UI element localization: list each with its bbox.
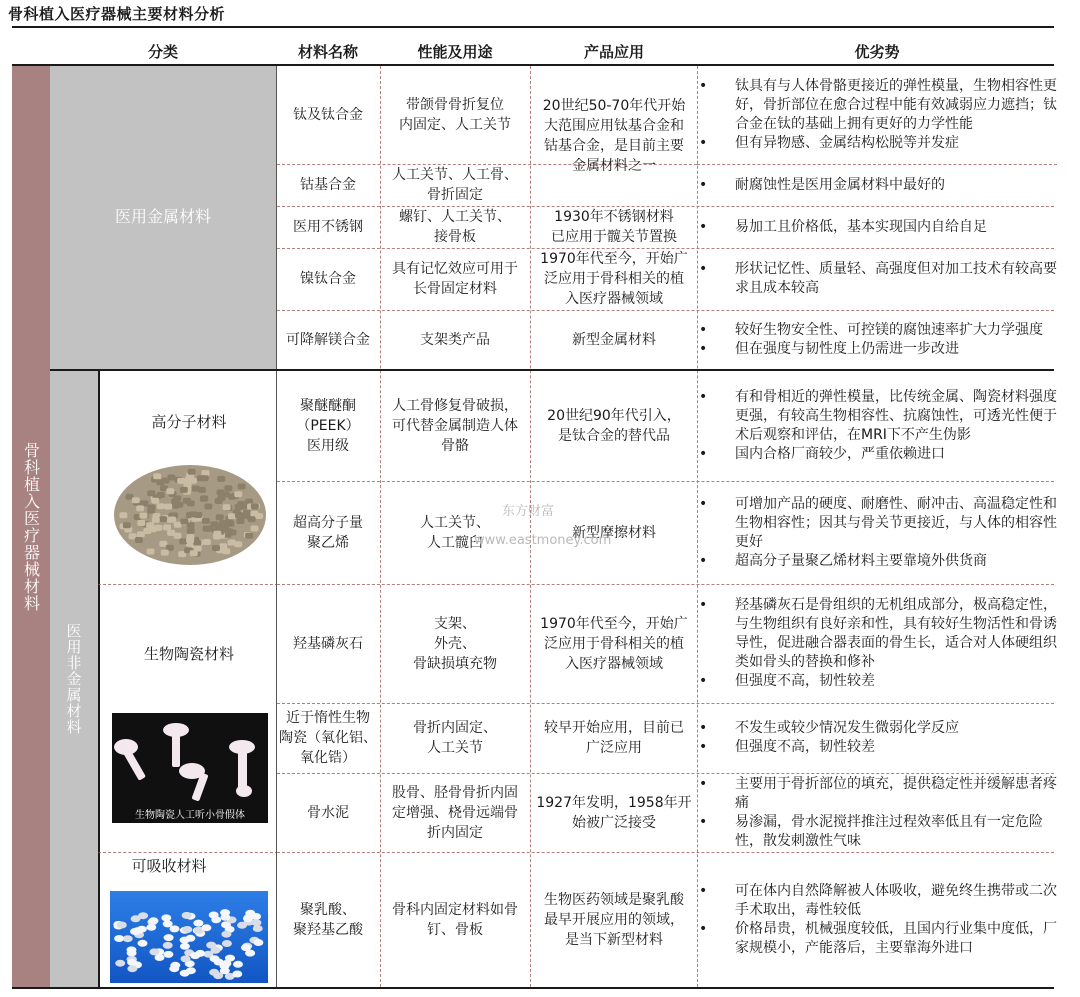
pellet-texture xyxy=(224,485,232,491)
pros-cons-item: • 主要用于骨折部位的填充，提供稳定性并缓解患者疼痛 xyxy=(697,775,1057,813)
pros-cons-item: • 耐腐蚀性是医用金属材料中最好的 xyxy=(697,176,1057,195)
watermark-cn: 东方财富 xyxy=(502,504,555,519)
pros-cons-item: • 可在体内自然降解被人体吸收，避免终生携带或二次手术取出，毒性较低 xyxy=(697,882,1057,920)
pellet-texture xyxy=(203,539,211,545)
material-name: 羟基磷灰石 xyxy=(293,635,363,652)
material-application: 20世纪90年代引入， 是钛合金的替代品 xyxy=(547,408,681,444)
pellet-texture xyxy=(157,503,165,509)
granule-texture xyxy=(127,950,137,957)
subcategory-polymer xyxy=(98,371,278,584)
granule-texture xyxy=(161,914,171,921)
header-use: 性能及用途 xyxy=(417,43,493,61)
pellet-texture xyxy=(166,488,174,494)
granule-texture xyxy=(114,935,124,942)
pros-cons-item: • 价格昂贵，机械强度较低，且国内行业集中度低，厂家规模小，产能落后，主要靠海外进口 xyxy=(697,920,1057,958)
ceramic-photo-caption: 生物陶瓷人工听小骨假体 xyxy=(135,810,245,821)
header-app: 产品应用 xyxy=(583,43,644,61)
material-application: 1930年不锈钢材料 已应用于髋关节置换 xyxy=(551,209,677,245)
product-app-merged: 20世纪50-70年代开始 大范围应用钛基合金和 钴基合金，是目前主要 金属材料之一 xyxy=(542,98,686,174)
pellet-texture xyxy=(157,492,165,498)
pellet-texture xyxy=(137,520,145,526)
pellet-texture xyxy=(123,522,131,528)
material-use: 人工骨修复骨破损， 可代替金属制造人体 骨骼 xyxy=(392,398,518,454)
pellet-texture xyxy=(251,526,259,532)
pellet-texture xyxy=(194,546,202,552)
granule-texture xyxy=(251,919,261,926)
absorbable-granules-image xyxy=(110,891,268,983)
granule-texture xyxy=(243,915,253,922)
granule-texture xyxy=(123,935,133,942)
pellet-texture xyxy=(226,521,234,527)
pellet-texture xyxy=(135,537,143,543)
bottom-rule xyxy=(12,987,1054,989)
granule-texture xyxy=(253,939,263,946)
pellet-texture xyxy=(197,475,205,481)
pellet-texture xyxy=(202,518,210,524)
pellet-texture xyxy=(156,479,164,485)
pellet-texture xyxy=(213,531,221,537)
pellet-texture xyxy=(228,513,236,519)
subcategory-absorbable-label: 可吸收材料 xyxy=(131,857,207,875)
pellet-texture xyxy=(153,473,161,479)
granule-texture xyxy=(163,920,173,927)
granule-texture xyxy=(220,914,230,921)
pellet-texture xyxy=(248,516,256,522)
pellet-texture xyxy=(236,518,244,524)
granule-texture xyxy=(186,967,196,974)
pellet-texture xyxy=(188,469,196,475)
granule-texture xyxy=(163,942,173,949)
granule-texture xyxy=(117,922,127,929)
pros-cons-item: • 可增加产品的硬度、耐磨性、耐冲击、高温稳定性和生物相容性；因其与骨关节更接近，与人体的相容性更好 xyxy=(697,495,1057,552)
pros-cons-item: • 但有异物感、金属结构松脱等并发症 xyxy=(697,134,1057,153)
granule-texture xyxy=(138,940,148,947)
material-name: 近于惰性生物 陶瓷（氧化铝、 氧化锆） xyxy=(279,710,377,766)
pellet-texture xyxy=(255,513,263,519)
material-application: 较早开始应用，目前已 广泛应用 xyxy=(544,720,684,756)
granule-texture xyxy=(180,943,190,950)
pellet-texture xyxy=(251,504,259,510)
pros-cons-item: • 不发生或较少情况发生微弱化学反应 xyxy=(697,719,1057,738)
granule-texture xyxy=(133,927,143,934)
granule-texture xyxy=(182,912,192,919)
pellet-texture xyxy=(173,495,181,501)
pros-cons-item: • 但在强度与韧性度上仍需进一步改进 xyxy=(697,340,1057,359)
top-rule xyxy=(12,26,1054,28)
pros-cons-item: • 易渗漏，骨水泥搅拌推注过程效率低且有一定危险性，散发刺激性气味 xyxy=(697,813,1057,851)
pellet-texture xyxy=(234,491,242,497)
pellet-texture xyxy=(212,545,220,551)
pros-cons-list xyxy=(697,703,1057,773)
granule-texture xyxy=(221,931,231,938)
material-use: 人工关节、 人工髋臼 xyxy=(420,514,490,551)
pros-cons-item: • 钛具有与人体骨骼更接近的弹性模量，生物相容性更好，骨折部位在愈合过程中能有效减弱应力遮挡；钛合金在钛的基础上拥有更好的力学性能 xyxy=(697,77,1057,134)
pellet-texture xyxy=(198,487,206,493)
pellet-texture xyxy=(152,517,160,523)
material-application: 1970年代至今，开始广 泛应用于骨科相关的植 入医疗器械领域 xyxy=(540,615,688,672)
pellet-texture xyxy=(171,503,179,509)
subcategory-ceramic-label: 生物陶瓷材料 xyxy=(143,645,234,663)
pros-cons-list xyxy=(697,481,1057,584)
material-use: 螺钉、人工关节、 接骨板 xyxy=(399,209,511,245)
pellet-texture xyxy=(217,489,225,495)
granule-texture xyxy=(127,965,137,972)
pellet-texture xyxy=(161,550,169,556)
material-use: 股骨、胫骨骨折内固 定增强、桡骨远端骨 折内固定 xyxy=(392,784,518,841)
material-use: 具有记忆效应可用于 长骨固定材料 xyxy=(392,261,518,297)
page-title: 骨科植入医疗器械主要材料分析 xyxy=(8,5,226,23)
pellet-texture xyxy=(186,537,194,543)
pellet-texture xyxy=(187,528,195,534)
granule-texture xyxy=(206,942,216,949)
pellet-texture xyxy=(168,517,176,523)
granule-texture xyxy=(201,924,211,931)
pellet-texture xyxy=(119,512,127,518)
ceramic-prosthesis-image xyxy=(112,713,268,823)
granule-texture xyxy=(149,948,159,955)
pellet-texture xyxy=(151,498,159,504)
pellet-texture xyxy=(180,487,188,493)
pros-cons-item: • 但强度不高，韧性较差 xyxy=(697,738,1057,757)
material-name: 钛及钛合金 xyxy=(293,107,363,123)
pellet-texture xyxy=(187,522,195,528)
pellet-texture xyxy=(187,500,195,506)
pros-cons-item: • 较好生物安全性、可控镁的腐蚀速率扩大力学强度 xyxy=(697,321,1057,340)
material-application: 1927年发明，1958年开 始被广泛接受 xyxy=(536,794,692,831)
material-name: 骨水泥 xyxy=(307,804,349,821)
pros-cons-item: • 但强度不高，韧性较差 xyxy=(697,672,1057,691)
pellet-texture xyxy=(223,504,231,510)
subcategory-polymer-label: 高分子材料 xyxy=(151,413,227,431)
pros-cons-list xyxy=(697,852,1057,987)
material-use: 支架、 外壳、 骨缺损填充物 xyxy=(413,615,497,672)
granule-texture xyxy=(185,935,195,942)
pellet-texture xyxy=(174,533,182,539)
granule-texture xyxy=(170,962,180,969)
material-use: 支架类产品 xyxy=(420,331,490,348)
watermark-url: www.eastmoney.com xyxy=(474,533,612,548)
granule-texture xyxy=(209,912,219,919)
material-name: 钴基合金 xyxy=(300,177,356,193)
material-name: 医用不锈钢 xyxy=(293,219,363,235)
pellet-texture xyxy=(163,524,171,530)
pros-cons-list xyxy=(697,248,1057,310)
pros-cons-list xyxy=(697,164,1057,206)
pellet-texture xyxy=(238,483,246,489)
category-nonmetal: 医用非金属材料 xyxy=(50,371,98,987)
pellet-texture xyxy=(149,526,157,532)
material-use: 骨科内固定材料如骨 钉、骨板 xyxy=(392,901,518,938)
pellet-texture xyxy=(179,538,187,544)
pros-cons-list xyxy=(697,66,1057,164)
material-name: 聚乳酸、 聚羟基乙酸 xyxy=(293,901,363,938)
granule-texture xyxy=(209,969,219,976)
pellet-texture xyxy=(227,529,235,535)
pellet-texture xyxy=(167,475,175,481)
pellet-texture xyxy=(139,513,147,519)
pellet-texture xyxy=(217,495,225,501)
pellet-texture xyxy=(204,504,212,510)
material-application: 1970年代至今，开始广 泛应用于骨科相关的植 入医疗器械领域 xyxy=(540,251,688,307)
material-application: 生物医药领域是聚乳酸 最早开展应用的领域， 是当下新型材料 xyxy=(544,891,684,948)
pellet-texture xyxy=(189,511,197,517)
granule-texture xyxy=(182,926,192,933)
pros-cons-list xyxy=(697,371,1057,481)
pros-cons-item: • 形状记忆性、质量轻、高强度但对加工技术有较高要求且成本较高 xyxy=(697,260,1057,298)
material-use: 骨折内固定、 人工关节 xyxy=(413,720,497,756)
polymer-pellets-image xyxy=(110,457,270,569)
pros-cons-item: • 有和骨相近的弹性模量，比传统金属、陶瓷材料强度更强，有较高生物相容性、抗腐蚀性，可透光性便于术后观察和评估，在MRI下不产生伪影 xyxy=(697,388,1057,445)
material-use: 人工关节、人工骨、 骨折固定 xyxy=(392,167,518,203)
material-name: 超高分子量 聚乙烯 xyxy=(293,514,363,551)
granule-texture xyxy=(210,955,220,962)
granule-texture xyxy=(181,955,191,962)
pellet-texture xyxy=(147,508,155,514)
pellet-texture xyxy=(132,497,140,503)
pellet-texture xyxy=(216,514,224,520)
granule-texture xyxy=(131,915,141,922)
pellet-texture xyxy=(136,505,144,511)
granule-texture xyxy=(163,951,173,958)
pros-cons-list xyxy=(697,206,1057,248)
granule-texture xyxy=(222,940,232,947)
granule-texture xyxy=(193,920,203,927)
pellet-texture xyxy=(217,476,225,482)
header-name: 材料名称 xyxy=(297,43,358,61)
category-overall: 骨科植入医疗器械材料 xyxy=(12,66,50,987)
pellet-texture xyxy=(147,490,155,496)
material-name: 聚醚醚酮 （PEEK） 医用级 xyxy=(296,398,360,454)
material-name: 镍钛合金 xyxy=(300,271,356,287)
pellet-texture xyxy=(200,495,208,501)
material-application: 新型金属材料 xyxy=(572,331,656,348)
granule-texture xyxy=(233,961,243,968)
granule-texture xyxy=(190,952,200,959)
pellet-texture xyxy=(219,520,227,526)
pellet-texture xyxy=(189,478,197,484)
granule-texture xyxy=(127,959,137,966)
header-category: 分类 xyxy=(147,43,178,61)
pellet-texture xyxy=(147,549,155,555)
pros-cons-item: • 超高分子量聚乙烯材料主要靠境外供货商 xyxy=(697,552,1057,571)
granule-texture xyxy=(245,950,255,957)
pros-cons-item: • 羟基磷灰石是骨组织的无机组成部分，极高稳定性，与生物组织有良好亲和性，具有较好生物活性和骨诱导性，促进融合器表面的骨生长，适合对人体硬组织类如骨头的替换和修补 xyxy=(697,596,1057,672)
category-metal: 医用金属材料 xyxy=(50,66,276,369)
granule-texture xyxy=(149,917,159,924)
pros-cons-item: • 易加工且价格低，基本实现国内自给自足 xyxy=(697,218,1057,237)
material-name: 可降解镁合金 xyxy=(286,331,370,348)
pellet-texture xyxy=(159,516,167,522)
pros-cons-list xyxy=(697,584,1057,703)
subcategory-absorbable xyxy=(98,852,278,988)
material-application: 新型摩擦材料 xyxy=(572,524,656,541)
pellet-texture xyxy=(164,504,172,510)
granule-texture xyxy=(164,934,174,941)
pellet-texture xyxy=(228,540,236,546)
subcategory-ceramic xyxy=(98,584,278,853)
header-pros: 优劣势 xyxy=(854,43,900,61)
granule-texture xyxy=(232,971,242,978)
granule-texture xyxy=(115,960,125,967)
material-use: 带颌骨骨折复位 内固定、人工关节 xyxy=(399,97,511,133)
pros-cons-list xyxy=(697,310,1057,369)
pellet-texture xyxy=(203,526,211,532)
pellet-texture xyxy=(245,533,253,539)
pros-cons-item: • 国内合格厂商较少，严重依赖进口 xyxy=(697,445,1057,464)
granule-texture xyxy=(146,924,156,931)
pros-cons-list xyxy=(697,773,1057,852)
pellet-texture xyxy=(237,501,245,507)
